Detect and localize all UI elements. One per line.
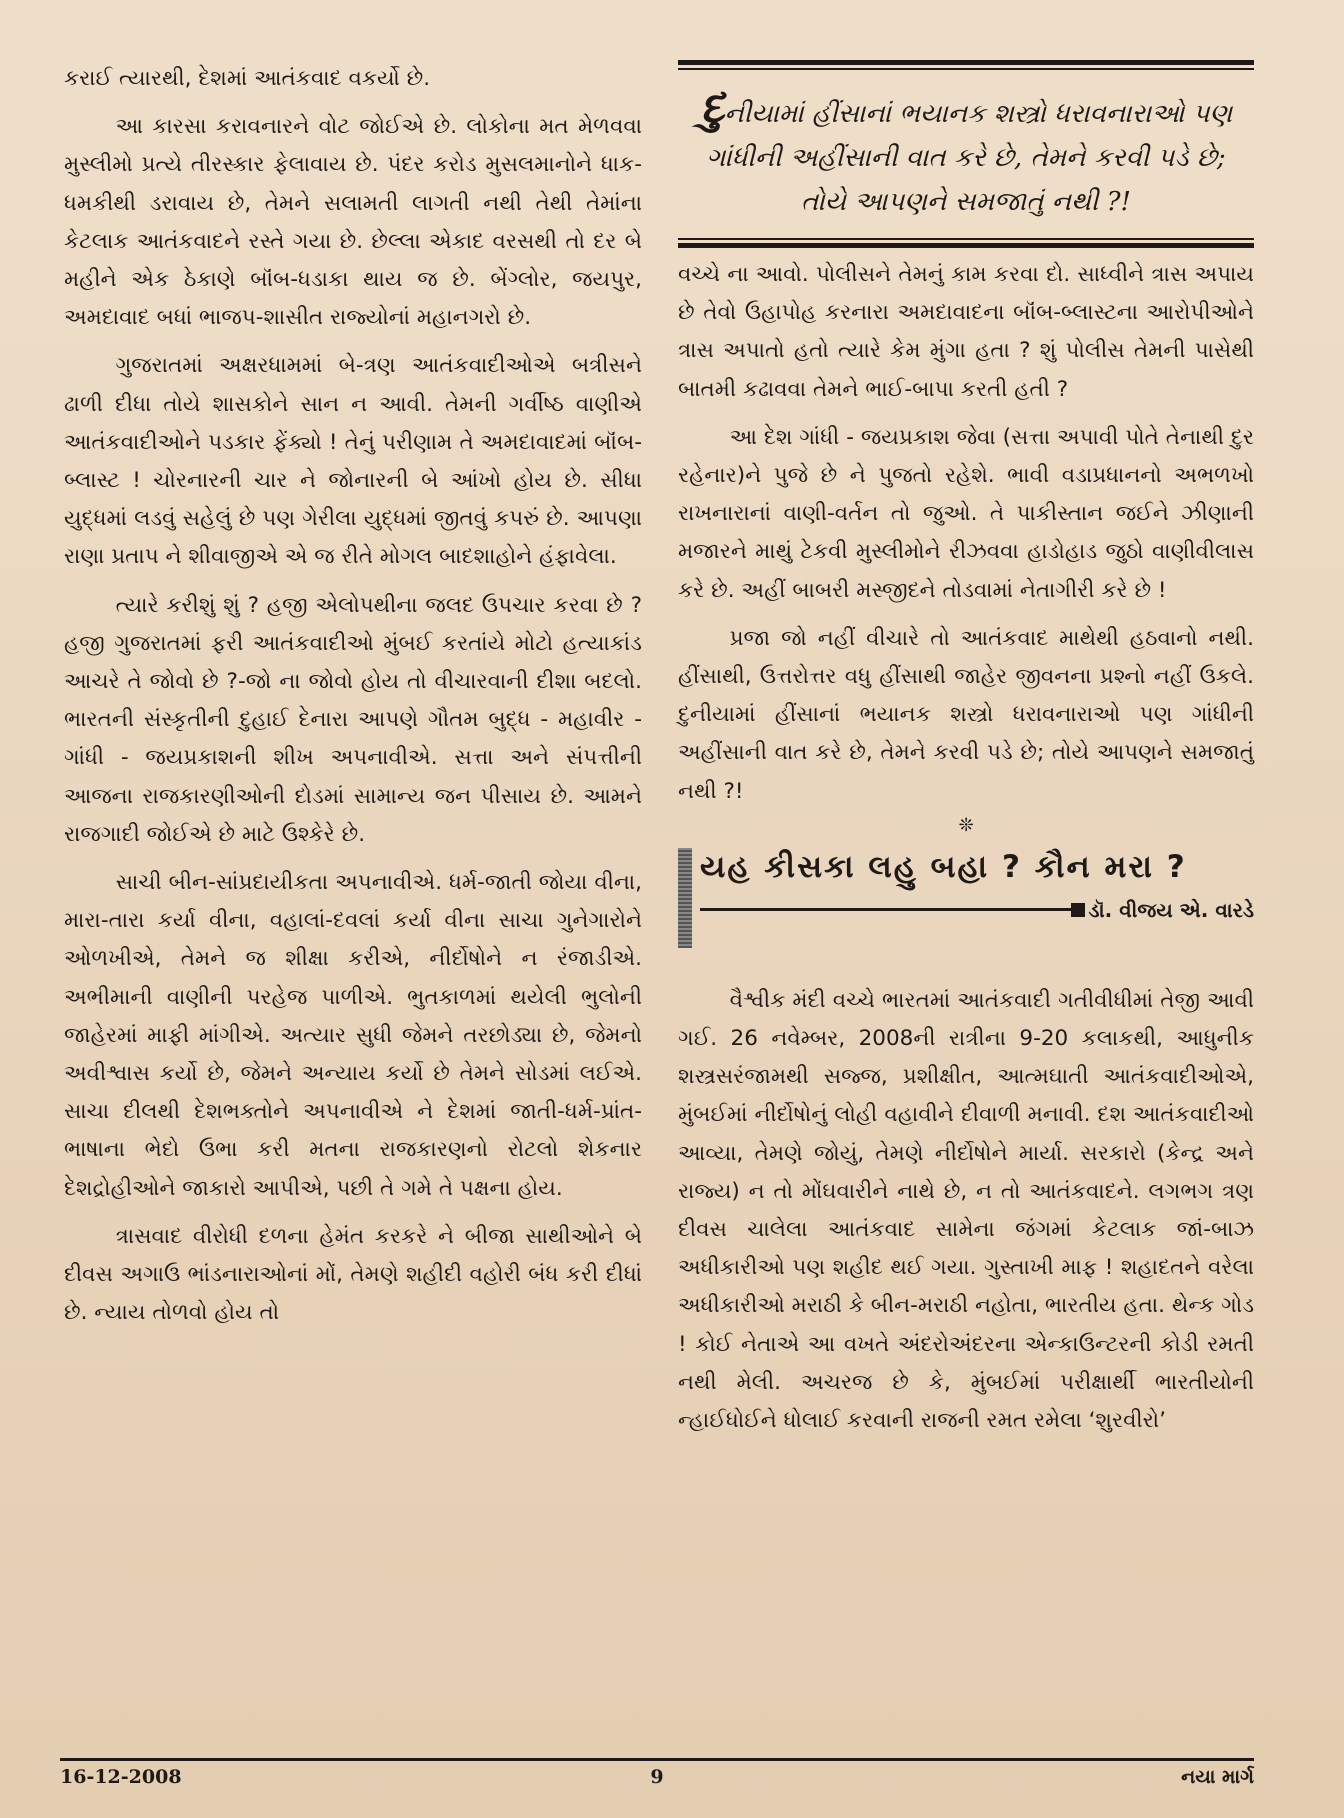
paragraph: સાચી બીન-સાંપ્રદાયીકતા અપનાવીએ. ધર્મ-જાતી જોયા વીના, મારા-તારા કર્યા વીના, વહાલાં-દવલાં કર્યા વીના સાચા ગુનેગારોને ઓળખીએ, તેમને જ શીક્ષા કરીએ, નીર્દોષોને ન રંજાડીએ. અભીમાની વાણીની પરહેજ પાળીએ. ભુતકાળમાં થયેલી ભુલોની જાહેરમાં માફી માંગીએ. અત્યાર સુધી જેમને તરછોડ્યા છે, જેમનો અવીશ્વાસ કર્યો છે, જેમને અન્યાય કર્યો છે તેમને સોડમાં લઈએ. સાચા દીલથી દેશભક્તોને અપનાવીએ ને દેશમાં જાતી-ધર્મ-પ્રાંત-ભાષાના ભેદો ઉભા કરી મતના રાજકારણનો રોટલો શેકનાર દેશદ્રોહીઓને જાકારો આપીએ, પછી તે ગમે તે પક્ષના હોય. [64, 870, 642, 1201]
pull-quote-box [678, 60, 1254, 248]
divider [678, 238, 1254, 240]
divider [678, 60, 1254, 65]
issue-date: 16-12-2008 [60, 1766, 182, 1788]
byline-row [700, 898, 1254, 922]
paragraph: ત્યારે કરીશું શું ? હજી એલોપથીના જલદ ઉપચાર કરવા છે ? હજી ગુજરાતમાં ફરી આતંકવાદીઓ મુંબઈ કરતાંયે મોટો હત્યાકાંડ આચરે તે જોવો છે ?-જો ના જોવો હોય તો વીચારવાની દીશા બદલો. ભારતની સંસ્કૃતીની દુહાઈ દેનારા આપણે ગૌતમ બુદ્ધ - મહાવીર - ગાંધી - જયપ્રકાશની શીખ અપનાવીએ. સત્તા અને સંપત્તીની આજના રાજકારણીઓની દોડમાં સામાન્ય જન પીસાય છે. આમને રાજગાદી જોઈએ છે માટે ઉશ્કેરે છે. [64, 592, 642, 847]
paragraph: આ કારસા કરાવનારને વોટ જોઈએ છે. લોકોના મત મેળવવા મુસ્લીમો પ્રત્યે તીરસ્કાર ફેલાવાય છે. પંદર કરોડ મુસલમાનોને ધાક-ધમકીથી ડરાવાય છે, તેમને સલામતી લાગતી નથી તેથી તેમાંના કેટલાક આતંકવાદને રસ્તે ગયા છે. છેલ્લા એકાદ વરસથી તો દર બે મહીને એક ઠેકાણે બૉંબ-ધડાકા થાય જ છે. બેંગ્લોર, જયપુર, અમદાવાદ બધાં ભાજપ-શાસીત રાજ્યોનાં મહાનગરો છે. [64, 114, 642, 331]
heading-bar-decoration [678, 848, 692, 948]
article-title: યહ કીસકા લહુ બહા ? કૌન મરા ? [700, 848, 1187, 885]
left-column [64, 60, 642, 1333]
divider [700, 908, 1071, 911]
pull-quote-text: નીયામાં હીંસાનાં ભયાનક શસ્ત્રો ધરાવનારાઓ પણ ગાંધીની અહીંસાની વાત કરે છે, તેમને કરવી પડે છે; તોયે આપણને સમજાતું નથી ?! [706, 99, 1233, 217]
paragraph: વૈશ્વીક મંદી વચ્ચે ભારતમાં આતંકવાદી ગતીવીધીમાં તેજી આવી ગઈ. 26 નવેમ્બર, 2008ની રાત્રીના 9-20 કલાકથી, આધુનીક શસ્ત્રસરંજામથી સજ્જ, પ્રશીક્ષીત, આત્મઘાતી આતંકવાદીઓએ, મુંબઈમાં નીર્દોષોનું લોહી વહાવીને દીવાળી મનાવી. દશ આતંકવાદીઓ આવ્યા, તેમણે જોયું, તેમણે નીર્દોષોને માર્યા. સરકારો (કેન્દ્ર અને રાજ્ય) ન તો મોંઘવારીને નાથે છે, ન તો આતંકવાદને. લગભગ ત્રણ દીવસ ચાલેલા આતંકવાદ સામેના જંગમાં કેટલાક જાં-બાઝ અધીકારીઓ પણ શહીદ થઈ ગયા. ગુસ્તાખી માફ ! શહાદતને વરેલા અધીકારીઓ મરાઠી કે બીન-મરાઠી નહોતા, ભારતીય હતા. થેન્ક ગોડ ! કોઈ નેતાએ આ વખતે અંદરોઅંદરના એન્કાઉન્ટરની કોડી રમતી નથી મેલી. અચરજ છે કે, મુંબઈમાં પરીક્ષાર્થી ભારતીયોની ન્હાઈધોઈને ધોલાઈ કરવાની રાજની રમત રમેલા ‘શુરવીરો’ [678, 987, 1254, 1434]
footer-divider [60, 1758, 1254, 1761]
square-bullet-icon [1071, 903, 1085, 917]
paragraph: વચ્ચે ના આવો. પોલીસને તેમનું કામ કરવા દો. સાધ્વીને ત્રાસ અપાય છે તેવો ઉહાપોહ કરનારા અમદાવાદના બૉંબ-બ્લાસ્ટના આરોપીઓને ત્રાસ અપાતો હતો ત્યારે કેમ મુંગા હતા ? શું પોલીસ તેમની પાસેથી બાતમી કઢાવવા તેમને ભાઈ-બાપા કરતી હતી ? [678, 262, 1254, 402]
magazine-name: નયા માર્ગ [1181, 1766, 1254, 1788]
page-number: 9 [650, 1766, 664, 1788]
divider [678, 68, 1254, 70]
pull-quote-dropcap: દુ [699, 82, 725, 133]
paragraph: પ્રજા જો નહીં વીચારે તો આતંકવાદ માથેથી હઠવાનો નથી. હીંસાથી, ઉત્તરોત્તર વધુ હીંસાથી જાહેર જીવનના પ્રશ્નો નહીં ઉકલે. દુનીયામાં હીંસાનાં ભયાનક શસ્ત્રો ધરાવનારાઓ પણ ગાંધીની અહીંસાની વાત કરે છે, તેમને કરવી પડે છે; તોયે આપણને સમજાતું નથી ?! [678, 625, 1254, 804]
right-column [678, 60, 1254, 1440]
paragraph: ત્રાસવાદ વીરોધી દળના હેમંત કરકરે ને બીજા સાથીઓને બે દીવસ અગાઉ ભાંડનારાઓનાં મોં, તેમણે શહીદી વહોરી બંધ કરી દીધાં છે. ન્યાય તોળવો હોય તો [64, 1223, 642, 1326]
article-header [678, 842, 1254, 952]
paragraph: આ દેશ ગાંધી - જયપ્રકાશ જેવા (સત્તા અપાવી પોતે તેનાથી દુર રહેનાર)ને પુજે છે ને પુજતો રહેશે. ભાવી વડાપ્રધાનનો અભળખો રાખનારાનાં વાણી-વર્તન તો જુઓ. તે પાકીસ્તાન જઈને ઝીણાની મજારને માથું ટેકવી મુસ્લીમોને રીઝવવા હાડોહાડ જુઠો વાણીવીલાસ કરે છે. અહીં બાબરી મસ્જીદને તોડવામાં નેતાગીરી કરે છે ! [678, 424, 1254, 603]
pull-quote [684, 82, 1248, 224]
separator-ornament: ❊ [958, 814, 974, 836]
paragraph: ગુજરાતમાં અક્ષરધામમાં બે-ત્રણ આતંકવાદીઓએ બત્રીસને ઢાળી દીધા તોયે શાસકોને સાન ન આવી. તેમની ગર્વીષ્ઠ વાણીએ આતંકવાદીઓને પડકાર ફેંક્યો ! તેનું પરીણામ તે અમદાવાદમાં બૉંબ-બ્લાસ્ટ ! ચોરનારની ચાર ને જોનારની બે આંખો હોય છે. સીધા યુદ્ધમાં લડવું સહેલું છે પણ ગેરીલા યુદ્ધમાં જીતવું કપરું છે. આપણા રાણા પ્રતાપ ને શીવાજીએ એ જ રીતે મોગલ બાદશાહોને હંફાવેલા. [64, 353, 642, 570]
divider [678, 243, 1254, 248]
author-byline: ડૉ. વીજય એ. વારડે [1088, 897, 1254, 922]
paragraph: કરાઈ ત્યારથી, દેશમાં આતંકવાદ વકર્યો છે. [64, 66, 431, 91]
